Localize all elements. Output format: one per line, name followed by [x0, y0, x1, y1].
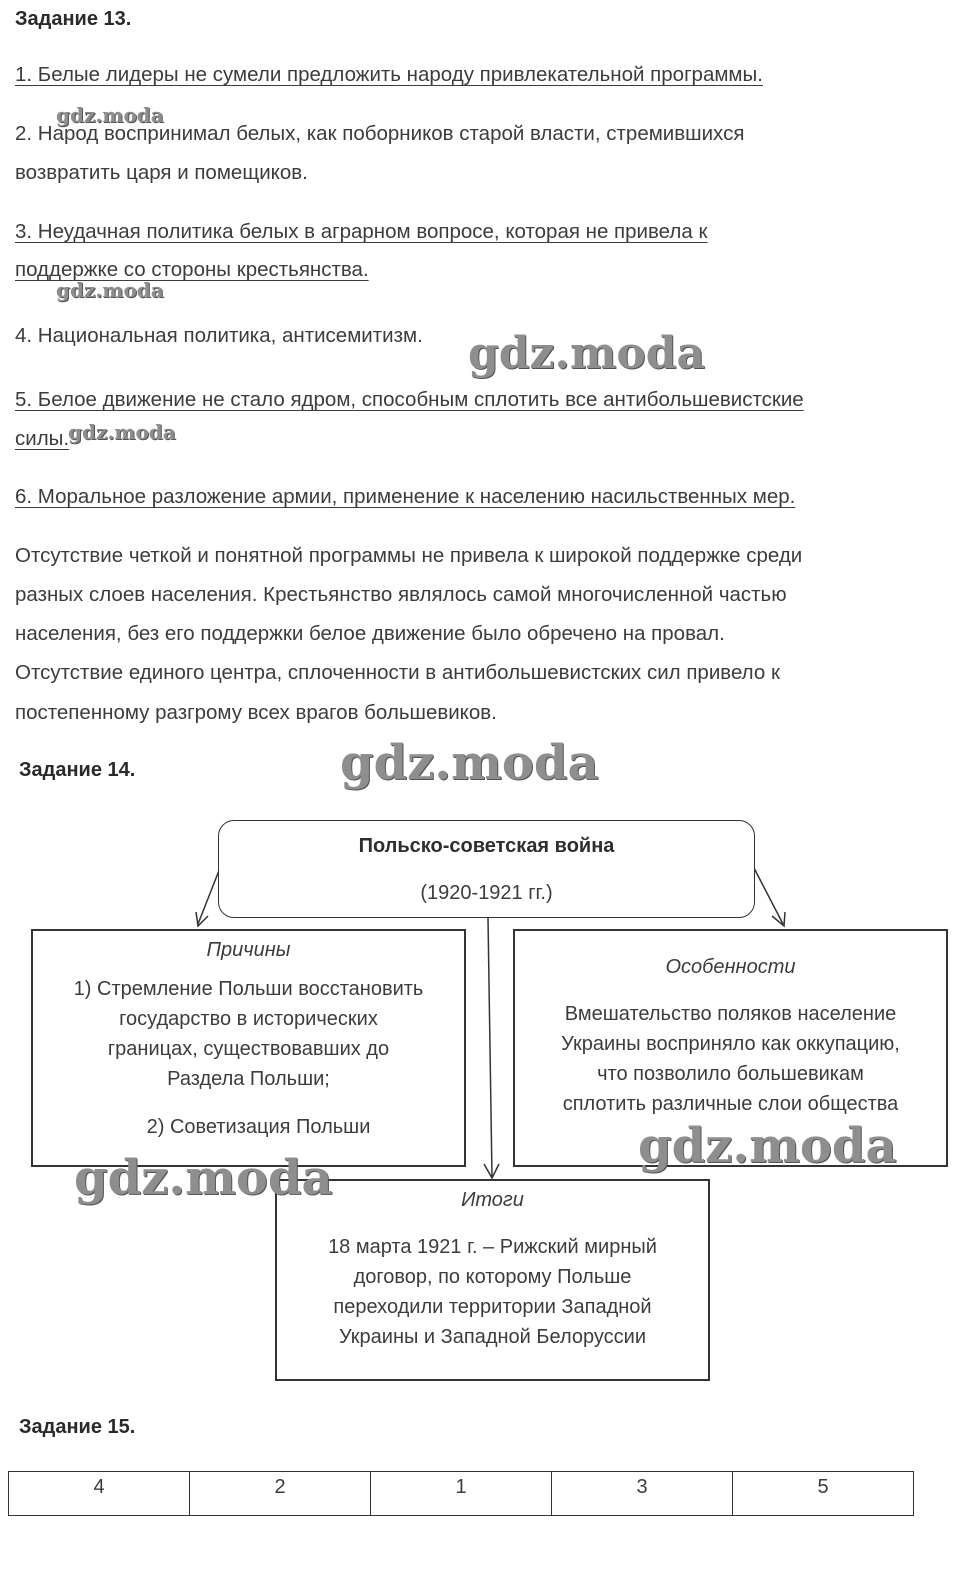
task13-paragraph-1: Отсутствие четкой и понятной программы не привела к широкой поддержке среди [15, 544, 803, 567]
task13-item-3a: 3. Неудачная политика белых в аграрном вопросе, которая не привела к [15, 220, 708, 243]
watermark-6: gdz.moda [638, 1118, 897, 1174]
watermark-1: gdz.moda [56, 103, 164, 127]
task13-paragraph-4: Отсутствие единого центра, сплоченности в антибольшевистских сил привело к [15, 661, 780, 684]
results-line-1: 18 марта 1921 г. – Рижский мирный [328, 1236, 657, 1258]
features-line-3: что позволило большевикам [597, 1063, 864, 1085]
answer-cell-4: 3 [552, 1472, 733, 1516]
causes-box [31, 929, 466, 1167]
task13-item-4: 4. Национальная политика, антисемитизм. [15, 324, 423, 347]
task13-item-5a: 5. Белое движение не стало ядром, способным сплотить все антибольшевистские [15, 388, 804, 411]
features-line-2: Украины восприняло как оккупацию, [561, 1033, 900, 1055]
task13-heading: Задание 13. [15, 8, 132, 30]
causes-title: Причины [206, 939, 291, 961]
causes-line-2: государство в исторических [119, 1008, 378, 1030]
features-line-4: сплотить различные слои общества [562, 1093, 899, 1115]
task13-paragraph-5: постепенному разгрому всех врагов большевиков. [15, 701, 497, 724]
features-title: Особенности [665, 956, 796, 978]
results-title: Итоги [461, 1189, 524, 1211]
center-dates: (1920-1921 гг.) [420, 882, 553, 904]
arrow-to-causes [198, 868, 220, 924]
arrow-to-results [488, 918, 492, 1177]
watermark-4: gdz.moda [68, 420, 176, 444]
results-line-4: Украины и Западной Белоруссии [338, 1326, 647, 1348]
answer-cell-2: 2 [190, 1472, 371, 1516]
results-line-2: договор, по которому Польше [353, 1266, 632, 1288]
task13-item-2a: 2. Народ воспринимал белых, как поборников старой власти, стремившихся [15, 122, 745, 145]
answer-table [8, 1471, 914, 1516]
answer-cell-5: 5 [733, 1472, 914, 1516]
causes-line-1: 1) Стремление Польши восстановить [73, 978, 424, 1000]
task13-paragraph-2: разных слоев населения. Крестьянство являлось самой многочисленной частью [15, 583, 787, 606]
answer-cell-3: 1 [371, 1472, 552, 1516]
causes-line-5: 2) Советизация Польши [146, 1116, 371, 1138]
table-row [9, 1472, 914, 1516]
task13-paragraph-3: населения, без его поддержки белое движение было обречено на провал. [15, 622, 725, 645]
task15-heading: Задание 15. [19, 1416, 136, 1438]
watermark-2: gdz.moda [56, 278, 164, 302]
causes-line-4: Раздела Польши; [167, 1068, 330, 1090]
task13-item-5b: силы. [15, 427, 70, 450]
center-box [218, 820, 755, 918]
causes-line-3: границах, существовавших до [107, 1038, 390, 1060]
watermark-7: gdz.moda [74, 1150, 333, 1206]
answer-cell-1: 4 [9, 1472, 190, 1516]
task13-item-2b: возвратить царя и помещиков. [15, 161, 308, 184]
center-title: Польско-советская война [358, 835, 615, 857]
task13-item-1: 1. Белые лидеры не сумели предложить народу привлекательной программы. [15, 63, 763, 86]
task14-heading: Задание 14. [19, 759, 136, 781]
arrow-to-features [754, 868, 783, 924]
watermark-3: gdz.moda [468, 328, 706, 379]
watermark-5: gdz.moda [340, 735, 599, 791]
results-box [275, 1179, 710, 1381]
task13-item-3b: поддержке со стороны крестьянства. [15, 258, 369, 281]
features-line-1: Вмешательство поляков население [564, 1003, 897, 1025]
results-line-3: переходили территории Западной [333, 1296, 652, 1318]
task13-item-6: 6. Моральное разложение армии, применение к населению насильственных мер. [15, 485, 796, 508]
